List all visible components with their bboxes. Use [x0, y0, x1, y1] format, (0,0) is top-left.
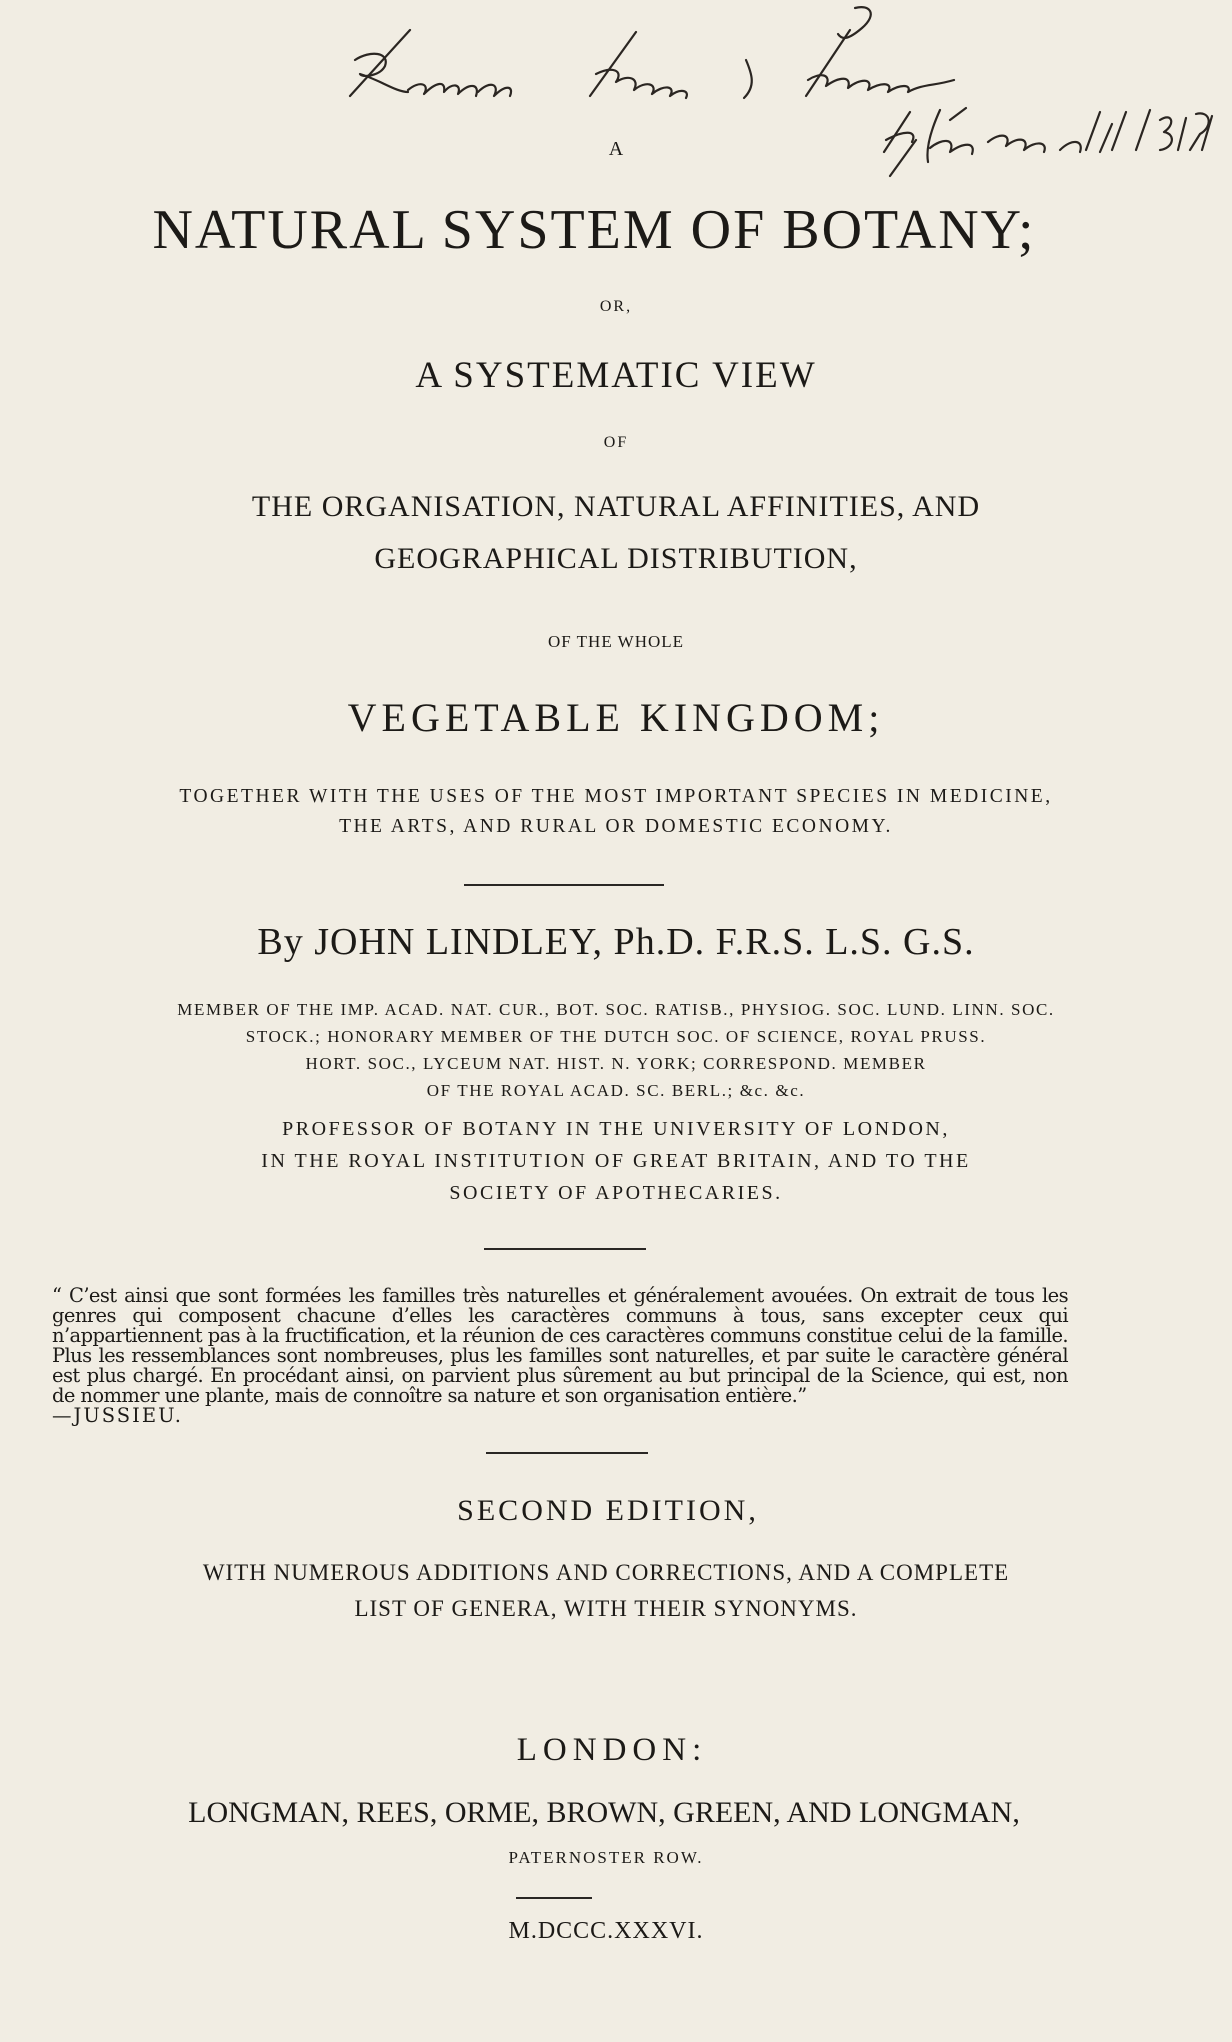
member-line-2: STOCK.; HONORARY MEMBER OF THE DUTCH SOC. OF SCIENCE, ROYAL PRUSS.: [245, 1027, 987, 1046]
of-the-whole: OF THE WHOLE: [547, 632, 685, 651]
professor-line-2: IN THE ROYAL INSTITUTION OF GREAT BRITAIN, AND TO THE: [261, 1150, 971, 1172]
main-title: NATURAL SYSTEM OF BOTANY;: [152, 199, 1036, 261]
member-line-3: HORT. SOC., LYCEUM NAT. HIST. N. YORK; CORRESPOND. MEMBER: [305, 1054, 927, 1073]
edition: SECOND EDITION,: [457, 1494, 759, 1527]
together-line2: THE ARTS, AND RURAL OR DOMESTIC ECONOMY.: [339, 816, 893, 837]
professor-line-1: PROFESSOR OF BOTANY IN THE UNIVERSITY OF LONDON,: [282, 1118, 950, 1140]
epigraph-quote: [52, 1286, 1068, 1426]
author-line: By JOHN LINDLEY, Ph.D. F.R.S. L.S. G.S.: [257, 921, 975, 963]
subtitle-of: OF: [603, 434, 629, 451]
additions-line1: WITH NUMEROUS ADDITIONS AND CORRECTIONS, AND A COMPLETE: [202, 1560, 1010, 1585]
subtitle2-line2: GEOGRAPHICAL DISTRIBUTION,: [374, 542, 858, 575]
divider-rule: [486, 1452, 648, 1454]
vegetable-kingdom: VEGETABLE KINGDOM;: [347, 695, 885, 740]
additions-line2: LIST OF GENERA, WITH THEIR SYNONYMS.: [354, 1596, 858, 1621]
title-article: A: [608, 138, 624, 160]
divider-rule: [516, 1897, 592, 1899]
professor-line-3: SOCIETY OF APOTHECARIES.: [449, 1182, 783, 1204]
subtitle2-line1: THE ORGANISATION, NATURAL AFFINITIES, AND: [251, 490, 981, 523]
publication-year: M.DCCC.XXXVI.: [508, 1918, 704, 1944]
handwritten-signature: [0, 0, 1232, 200]
quote-attribution: —JUSSIEU.: [52, 1404, 183, 1427]
divider-rule: [464, 884, 664, 886]
city: LONDON:: [516, 1732, 708, 1768]
subtitle: A SYSTEMATIC VIEW: [415, 355, 817, 396]
quote-text: “ C’est ainsi que sont formées les familles très naturelles et généralement avouées. On extrait de tous les genres qui composent chacune d’elles les caractères communs à tous, sans excepter ceux qui n’appartiennent pas à la fructification, et la réunion de ces caractères communs constitue celui de la famille. Plus les ressemblances sont nombreuses, plus les familles sont naturelles, et par suite le caractère général est plus chargé. En procédant ainsi, on parvient plus sûrement au but principal de la Science, qui est, non de nommer une plante, mais de connoître sa nature et son organisation entière.”: [52, 1284, 1068, 1407]
divider-rule: [484, 1248, 646, 1250]
member-line-4: OF THE ROYAL ACAD. SC. BERL.; &c. &c.: [426, 1081, 806, 1100]
street: PATERNOSTER ROW.: [508, 1848, 704, 1867]
title-or: OR,: [599, 298, 633, 315]
member-line-1: MEMBER OF THE IMP. ACAD. NAT. CUR., BOT. SOC. RATISB., PHYSIOG. SOC. LUND. LINN. SOC.: [177, 1000, 1055, 1019]
publisher: LONGMAN, REES, ORME, BROWN, GREEN, AND LONGMAN,: [188, 1796, 1020, 1829]
together-line1: TOGETHER WITH THE USES OF THE MOST IMPORTANT SPECIES IN MEDICINE,: [179, 786, 1053, 807]
